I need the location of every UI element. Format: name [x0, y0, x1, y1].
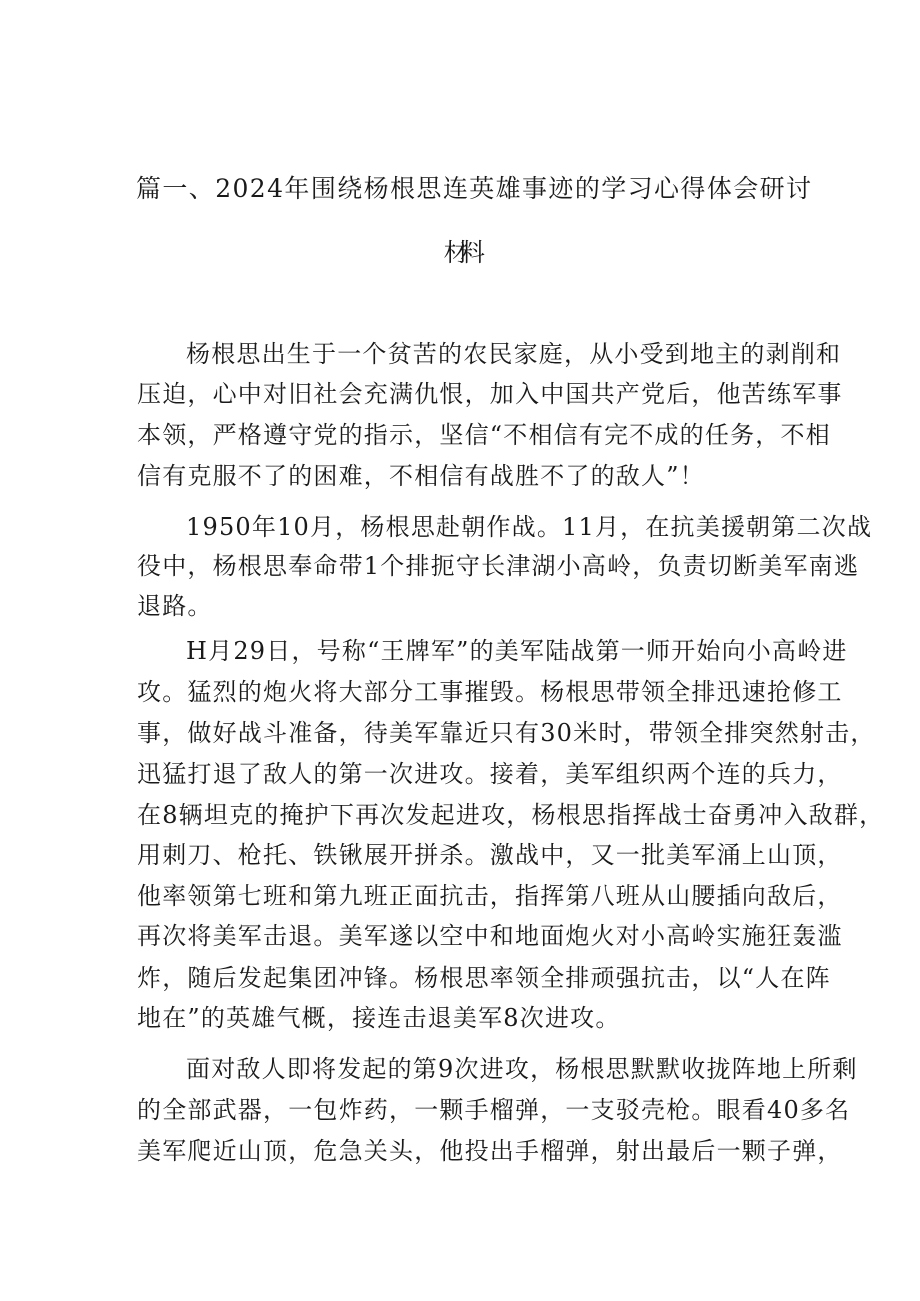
- paragraph-3-line-2: 攻。猛烈的炮火将大部分工事摧毁。杨根思带领全排迅速抢修工: [137, 678, 843, 706]
- paragraph-2-line-2: 役中，杨根思奉命带1个排扼守长津湖小高岭，负责切断美军南逃: [137, 552, 860, 580]
- paragraph-3-line-5: 在8辆坦克的掩护下再次发起进攻，杨根思指挥战士奋勇冲入敌群，: [137, 801, 885, 829]
- paragraph-2-line-3: 退路。: [137, 592, 213, 620]
- paragraph-4-line-3: 美军爬近山顶，危急关头，他投出手榴弹，射出最后一颗子弹，: [137, 1137, 843, 1165]
- paragraph-3-line-3: 事，做好战斗准备，待美军靠近只有30米时，带领全排突然射击，: [137, 719, 876, 747]
- paragraph-3-line-8: 再次将美军击退。美军遂以空中和地面炮火对小高岭实施狂轰滥: [137, 922, 843, 950]
- paragraph-1-line-4: 信有克服不了的困难，不相信有战胜不了的敌人”！: [137, 462, 705, 490]
- paragraph-3-line-4: 迅猛打退了敌人的第一次进攻。接着，美军组织两个连的兵力，: [137, 760, 843, 788]
- paragraph-4-line-1: 面对敌人即将发起的第9次进攻，杨根思默默收拢阵地上所剩: [186, 1055, 858, 1083]
- paragraph-1-line-2: 压迫，心中对旧社会充满仇恨，加入中国共产党后，他苦练军事: [137, 380, 843, 408]
- paragraph-3-line-6: 用刺刀、枪托、铁锹展开拼杀。激战中，又一批美军涌上山顶，: [137, 841, 843, 869]
- paragraph-3-line-9: 炸，随后发起集团冲锋。杨根思率领全排顽强抗击，以“人在阵: [137, 964, 831, 992]
- paragraph-3-line-10: 地在”的英雄气概，接连击退美军8次进攻。: [137, 1004, 621, 1032]
- paragraph-3-line-7: 他率领第七班和第九班正面抗击，指挥第八班从山腰插向敌后，: [137, 882, 843, 910]
- paragraph-2-line-1: 1950年10月，杨根思赴朝作战。11月，在抗美援朝第二次战: [186, 513, 873, 541]
- document-title-line-2: 材料: [443, 238, 477, 267]
- paragraph-4-line-2: 的全部武器，一包炸药，一颗手榴弹，一支驳壳枪。眼看40多名: [137, 1096, 851, 1124]
- paragraph-3-line-1: H月29日，号称“王牌军”的美军陆战第一师开始向小高岭进: [186, 637, 848, 665]
- document-title-line-1: 篇一、2024年围绕杨根思连英雄事迹的学习心得体会研讨: [136, 174, 813, 203]
- paragraph-1-line-3: 本领，严格遵守党的指示，坚信“不相信有完不成的任务，不相: [137, 421, 831, 449]
- paragraph-1-line-1: 杨根思出生于一个贫苦的农民家庭，从小受到地主的剥削和: [186, 340, 842, 368]
